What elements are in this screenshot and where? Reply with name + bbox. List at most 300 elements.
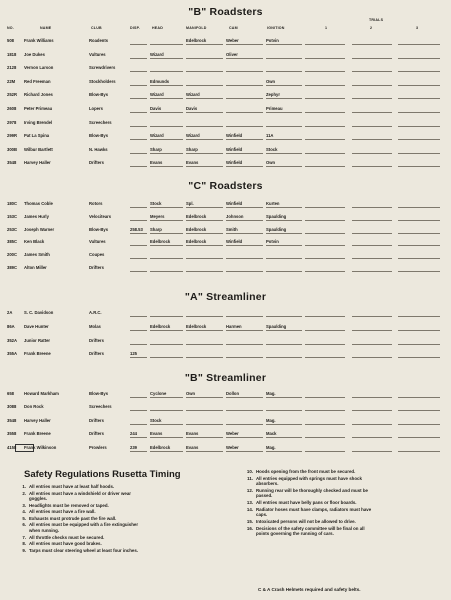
cell-cam: Dollon — [226, 391, 240, 396]
cell-club: Blow-Bys — [89, 133, 109, 139]
safety-rule — [16, 541, 102, 547]
header-disp: DISP. — [130, 26, 140, 30]
trial-3-field[interactable] — [398, 220, 440, 221]
cell-name: Frank Williams — [24, 38, 54, 43]
cell-ignition: 11A — [266, 133, 274, 139]
trial-3-field[interactable] — [398, 58, 440, 59]
fill-line — [266, 44, 302, 45]
trial-3-field[interactable] — [398, 330, 440, 331]
fill-line — [130, 71, 147, 72]
rule-number: 3. — [22, 502, 26, 508]
table-row — [0, 38, 451, 48]
rule-number: 16. — [246, 525, 253, 531]
cell-no: 508 — [7, 38, 14, 43]
cell-name: Harvey Haller — [24, 160, 51, 166]
cell-no: 352A — [7, 337, 18, 343]
fill-line — [130, 85, 147, 86]
trial-2-field[interactable] — [352, 71, 392, 72]
fill-line — [130, 397, 147, 398]
fill-line — [130, 44, 147, 45]
cell-head: Edelbrock — [150, 444, 171, 450]
fill-line — [266, 207, 302, 208]
table-row — [0, 227, 451, 237]
safety-rule — [16, 484, 114, 490]
trial-1-field[interactable] — [305, 166, 345, 167]
fill-line — [266, 271, 302, 272]
fill-line — [226, 330, 263, 331]
safety-rule — [16, 509, 96, 515]
cell-no: 2608 — [7, 106, 17, 111]
trial-3-field[interactable] — [398, 245, 440, 246]
cell-name: Dave Hunter — [24, 323, 49, 329]
trial-1-field[interactable] — [305, 397, 345, 398]
cell-name: James Hurly — [24, 213, 49, 219]
trial-3-field[interactable] — [398, 258, 440, 259]
fill-line — [226, 85, 263, 86]
fill-line — [150, 112, 183, 113]
cell-club: Blow-Bys — [89, 391, 109, 396]
trial-3-field[interactable] — [398, 424, 440, 425]
fill-line — [226, 139, 263, 140]
section-title-b-streamliner: "B" Streamliner — [184, 372, 267, 384]
cell-name: Red Freeman — [24, 78, 51, 84]
cell-head: Sharp — [150, 226, 162, 232]
cell-club: Drifters — [89, 417, 104, 423]
table-row — [0, 310, 451, 320]
trial-2-field[interactable] — [352, 258, 392, 259]
trial-2-field[interactable] — [352, 98, 392, 99]
rule-text: Decisions of the safety committee will be final on all — [256, 525, 365, 531]
fill-line — [226, 58, 263, 59]
trial-3-field[interactable] — [398, 344, 440, 345]
fill-line — [130, 271, 147, 272]
rule-text: Radiator hoses must have clamps, radiators must have — [256, 506, 372, 512]
cell-name: Frank Wilkinson — [24, 444, 57, 450]
cell-no: 658 — [7, 391, 14, 396]
cell-manifold: Spl. — [186, 201, 194, 206]
table-row — [0, 239, 451, 249]
cell-name: Howard Markham — [24, 391, 59, 396]
rule-number: 15. — [246, 519, 253, 525]
fill-line — [266, 112, 302, 113]
trial-3-field[interactable] — [398, 166, 440, 167]
safety-rule — [16, 516, 116, 522]
safety-rule — [243, 500, 357, 506]
fill-line — [130, 424, 147, 425]
rule-text: Running rear will be thoroughly checked and must be — [256, 487, 368, 493]
safety-rule — [243, 507, 371, 518]
fill-line — [186, 316, 223, 317]
cell-head: Wizard — [150, 133, 164, 139]
cell-ignition: Spaulding — [266, 213, 287, 219]
trial-2-field[interactable] — [352, 330, 392, 331]
table-row — [0, 431, 451, 441]
header-ignition: IGNITION — [267, 26, 285, 30]
trial-1-field[interactable] — [305, 44, 345, 45]
trial-1-field[interactable] — [305, 271, 345, 272]
fill-line — [226, 258, 263, 259]
cell-no: 153C — [7, 213, 18, 219]
rule-text: All entries must be equipped with a fire extinguisher — [29, 522, 139, 528]
trial-1-field[interactable] — [305, 233, 345, 234]
trial-3-field[interactable] — [398, 233, 440, 234]
table-row — [0, 214, 451, 224]
cell-club: Drifters — [89, 160, 104, 166]
fill-line — [130, 207, 147, 208]
rule-number: 9. — [22, 547, 26, 553]
trial-2-field[interactable] — [352, 397, 392, 398]
cell-ignition: Potvin — [266, 239, 279, 245]
trial-3-field[interactable] — [398, 112, 440, 113]
fill-line — [266, 58, 302, 59]
fill-line — [130, 58, 147, 59]
trial-1-field[interactable] — [305, 437, 345, 438]
trial-3-field[interactable] — [398, 357, 440, 358]
fill-line — [150, 98, 183, 99]
trial-1-field[interactable] — [305, 424, 345, 425]
fill-line — [226, 71, 263, 72]
cell-ignition: Mag. — [266, 417, 276, 423]
fill-line — [226, 344, 263, 345]
cell-no: 299R — [7, 133, 18, 139]
cell-name: Richard Jones — [24, 92, 53, 98]
fill-line — [186, 271, 223, 272]
cell-no: 3088 — [7, 404, 17, 410]
fill-line — [150, 271, 183, 272]
trial-3-field[interactable] — [398, 397, 440, 398]
fill-line — [226, 424, 263, 425]
table-row — [0, 92, 451, 102]
cell-cam: Johnson — [226, 213, 244, 219]
cell-head: Edelbrock — [150, 323, 171, 329]
cell-ignition: Mag. — [266, 444, 276, 450]
cell-no: 2A — [7, 310, 13, 315]
cell-club: Screechers — [89, 404, 112, 410]
trial-3-field[interactable] — [398, 139, 440, 140]
trial-2-field[interactable] — [352, 424, 392, 425]
fill-line — [266, 397, 302, 398]
rule-text: Tarps must clear steering wheel at least four inches. — [29, 547, 138, 553]
cell-no: 3548 — [7, 160, 17, 166]
cell-name: Wilbur Bartlett — [24, 146, 53, 152]
fill-line — [226, 153, 263, 154]
trial-1-field[interactable] — [305, 58, 345, 59]
trial-2-field[interactable] — [352, 166, 392, 167]
cell-no: 1818 — [7, 51, 17, 57]
cell-head: Stock — [150, 201, 162, 206]
trial-2-field[interactable] — [352, 245, 392, 246]
trial-2-field[interactable] — [352, 85, 392, 86]
table-row — [0, 265, 451, 275]
cell-no: 4158 — [7, 444, 17, 450]
trial-1-field[interactable] — [305, 410, 345, 411]
fill-line — [186, 410, 223, 411]
trial-1-field[interactable] — [305, 126, 345, 127]
fill-line — [226, 357, 263, 358]
trial-3-field[interactable] — [398, 153, 440, 154]
cell-cam: Winfield — [226, 239, 243, 245]
fill-line — [266, 85, 302, 86]
table-row — [0, 418, 451, 428]
trial-2-field[interactable] — [352, 271, 392, 272]
trial-1-field[interactable] — [305, 98, 345, 99]
fill-line — [150, 85, 183, 86]
fill-line — [226, 316, 263, 317]
trial-2-field[interactable] — [352, 316, 392, 317]
fill-line — [186, 437, 223, 438]
cell-no: 200C — [7, 252, 18, 258]
cell-club: Screechers — [89, 119, 112, 125]
trial-2-field[interactable] — [352, 357, 392, 358]
cell-manifold: Edelbrock — [186, 226, 207, 232]
cell-head: Meyers — [150, 213, 165, 219]
cell-cam: Smith — [226, 226, 238, 232]
cell-head: Stock — [150, 417, 162, 423]
fill-line — [266, 139, 302, 140]
cell-head: Evans — [150, 431, 163, 437]
fill-line — [130, 410, 147, 411]
cell-name: James Smith — [24, 252, 50, 258]
trial-2-field[interactable] — [352, 126, 392, 127]
fill-line — [130, 344, 147, 345]
cell-ignition: Spaulding — [266, 226, 287, 232]
trial-1-field[interactable] — [305, 153, 345, 154]
rule-text: All throttle checks must be secured. — [29, 534, 105, 540]
cell-cam: Winfield — [226, 133, 243, 139]
cell-head: Edelbrock — [150, 239, 171, 245]
table-row — [0, 445, 451, 455]
cell-no: 355A — [7, 351, 18, 357]
fill-line — [266, 451, 302, 452]
safety-rule — [243, 519, 356, 525]
crash-helmet-note: C & A Crash Helmets required and safety belts. — [258, 587, 361, 592]
rule-number: 14. — [246, 506, 253, 512]
cell-club: A.R.C. — [89, 310, 102, 315]
fill-line — [130, 112, 147, 113]
cell-disp: 239 — [130, 444, 137, 450]
section-title-a-streamliner: "A" Streamliner — [184, 291, 267, 303]
cell-manifold: Evans — [186, 431, 199, 437]
fill-line — [186, 451, 223, 452]
cell-ignition: Mag. — [266, 391, 276, 396]
cell-name: Thomas Coble — [24, 201, 53, 206]
trial-1-field[interactable] — [305, 258, 345, 259]
cell-cam: Weber — [226, 431, 239, 437]
rule-text: Exhausts must protrude past the fire wall. — [29, 515, 117, 521]
cell-club: Drifters — [89, 431, 104, 437]
cell-name: S. C. Davidson — [24, 310, 54, 315]
trial-1-field[interactable] — [305, 344, 345, 345]
trial-2-field[interactable] — [352, 233, 392, 234]
safety-rule — [16, 535, 104, 541]
cell-ignition: Own — [266, 78, 276, 84]
cell-manifold: Own — [186, 391, 196, 396]
trial-1-field[interactable] — [305, 316, 345, 317]
rule-number: 8. — [22, 541, 26, 547]
trial-1-field[interactable] — [305, 357, 345, 358]
fill-line — [150, 71, 183, 72]
trial-3-field[interactable] — [398, 271, 440, 272]
cell-name: Joseph Warner — [24, 226, 55, 232]
rule-text: All entries must have a fire wall. — [29, 509, 96, 515]
fill-line — [130, 233, 147, 234]
table-row — [0, 52, 451, 62]
trial-2-field[interactable] — [352, 344, 392, 345]
cell-name: Peter Primeau — [24, 106, 53, 111]
table-row — [0, 147, 451, 157]
cell-manifold: Edelbrock — [186, 213, 207, 219]
trial-1-field[interactable] — [305, 71, 345, 72]
rule-text: All entries must have at least half hoods. — [29, 484, 115, 489]
fill-line — [186, 112, 223, 113]
fill-line — [266, 410, 302, 411]
trial-2-field[interactable] — [352, 451, 392, 452]
trial-2-field[interactable] — [352, 220, 392, 221]
fill-line — [266, 330, 302, 331]
trial-3-field[interactable] — [398, 71, 440, 72]
table-row — [0, 160, 451, 170]
safety-regulations-title: Safety Regulations Rusetta Timing — [24, 469, 181, 480]
safety-rule — [16, 491, 131, 502]
trial-2-field[interactable] — [352, 139, 392, 140]
fill-line — [150, 44, 183, 45]
fill-line — [186, 207, 223, 208]
fill-line — [130, 139, 147, 140]
trial-2-field[interactable] — [352, 112, 392, 113]
trial-3-field[interactable] — [398, 451, 440, 452]
fill-line — [186, 357, 223, 358]
fill-line — [226, 233, 263, 234]
trial-2-field[interactable] — [352, 153, 392, 154]
rule-text: goggles. — [29, 496, 48, 502]
fill-line — [266, 126, 302, 127]
cell-ignition: Spaulding — [266, 323, 287, 329]
cell-manifold: Wizard — [186, 133, 200, 139]
fill-line — [226, 451, 263, 452]
rule-text: points governing the running of cars. — [256, 531, 334, 537]
cell-manifold: Wizard — [186, 92, 200, 98]
cell-disp: 244 — [130, 431, 137, 437]
table-row — [0, 106, 451, 116]
rule-text: All entries equipped with springs must have shock — [256, 475, 362, 481]
fill-line — [150, 316, 183, 317]
header-no: NO. — [7, 26, 14, 30]
cell-head: Cyclone — [150, 391, 167, 396]
trial-1-field[interactable] — [305, 330, 345, 331]
cell-no: 389C — [7, 265, 18, 270]
cell-no: 180C — [7, 201, 18, 206]
cell-ignition: Potvin — [266, 38, 279, 43]
cell-head: Davis — [150, 106, 162, 111]
fill-line — [186, 258, 223, 259]
fill-line — [186, 330, 223, 331]
trial-2-field[interactable] — [352, 207, 392, 208]
trial-1-field[interactable] — [305, 451, 345, 452]
rule-number: 5. — [22, 515, 26, 521]
trial-3-field[interactable] — [398, 85, 440, 86]
table-row — [0, 201, 451, 211]
trial-1-field[interactable] — [305, 207, 345, 208]
safety-rule — [16, 548, 138, 554]
trial-1-field[interactable] — [305, 139, 345, 140]
cell-head: Wizard — [150, 92, 164, 98]
trial-2-field[interactable] — [352, 58, 392, 59]
fill-line — [150, 330, 183, 331]
safety-rule — [243, 488, 368, 499]
cell-no: 3548 — [7, 417, 17, 423]
fill-line — [186, 344, 223, 345]
trial-1-field[interactable] — [305, 112, 345, 113]
trial-3-field[interactable] — [398, 44, 440, 45]
trial-3-field[interactable] — [398, 316, 440, 317]
fill-line — [150, 410, 183, 411]
cell-club: Roadents — [89, 38, 109, 43]
fill-line — [266, 437, 302, 438]
fill-line — [130, 451, 147, 452]
fill-line — [266, 166, 302, 167]
cell-name: Joe Dukes — [24, 51, 45, 57]
table-row — [0, 338, 451, 348]
cell-no: 2128 — [7, 65, 17, 71]
trial-2-field[interactable] — [352, 44, 392, 45]
trial-1-field[interactable] — [305, 85, 345, 86]
fill-line — [130, 437, 147, 438]
cell-manifold: Edelbrock — [186, 239, 207, 245]
fill-line — [266, 233, 302, 234]
rule-number: 6. — [22, 522, 26, 528]
cell-manifold: Evans — [186, 444, 199, 450]
header-name: NAME — [40, 26, 52, 30]
header-trial-1: 1 — [325, 26, 328, 30]
safety-rule — [16, 522, 138, 533]
section-title-b-roadsters: "B" Roadsters — [188, 6, 263, 18]
cell-manifold: Edelbrock — [186, 38, 207, 43]
fill-line — [186, 397, 223, 398]
trial-3-field[interactable] — [398, 410, 440, 411]
table-row — [0, 133, 451, 143]
fill-line — [226, 166, 263, 167]
rule-text: Intoxicated persons will not be allowed to drive. — [256, 519, 356, 525]
cell-no: 385C — [7, 239, 18, 245]
trial-3-field[interactable] — [398, 207, 440, 208]
header-trials: TRIALS — [369, 18, 384, 22]
trial-3-field[interactable] — [398, 437, 440, 438]
fill-line — [186, 153, 223, 154]
trial-1-field[interactable] — [305, 220, 345, 221]
trial-3-field[interactable] — [398, 98, 440, 99]
trial-1-field[interactable] — [305, 245, 345, 246]
table-row — [0, 391, 451, 401]
fill-line — [266, 344, 302, 345]
cell-club: Rotors — [89, 201, 103, 206]
cell-head: Wizard — [150, 51, 164, 57]
fill-line — [130, 245, 147, 246]
rule-text: All entries must have good brakes. — [29, 541, 102, 547]
cell-name: Ken Black — [24, 239, 45, 245]
trial-2-field[interactable] — [352, 437, 392, 438]
fill-line — [150, 207, 183, 208]
fill-line — [226, 220, 263, 221]
table-row — [0, 65, 451, 75]
cell-name: Pat La Spina — [24, 133, 50, 139]
cell-club: Blow-Bys — [89, 226, 109, 232]
rule-text: Headlights must be removed or taped. — [29, 502, 109, 508]
fill-line — [150, 437, 183, 438]
trial-3-field[interactable] — [398, 126, 440, 127]
table-row — [0, 79, 451, 89]
trial-2-field[interactable] — [352, 410, 392, 411]
fill-line — [150, 139, 183, 140]
